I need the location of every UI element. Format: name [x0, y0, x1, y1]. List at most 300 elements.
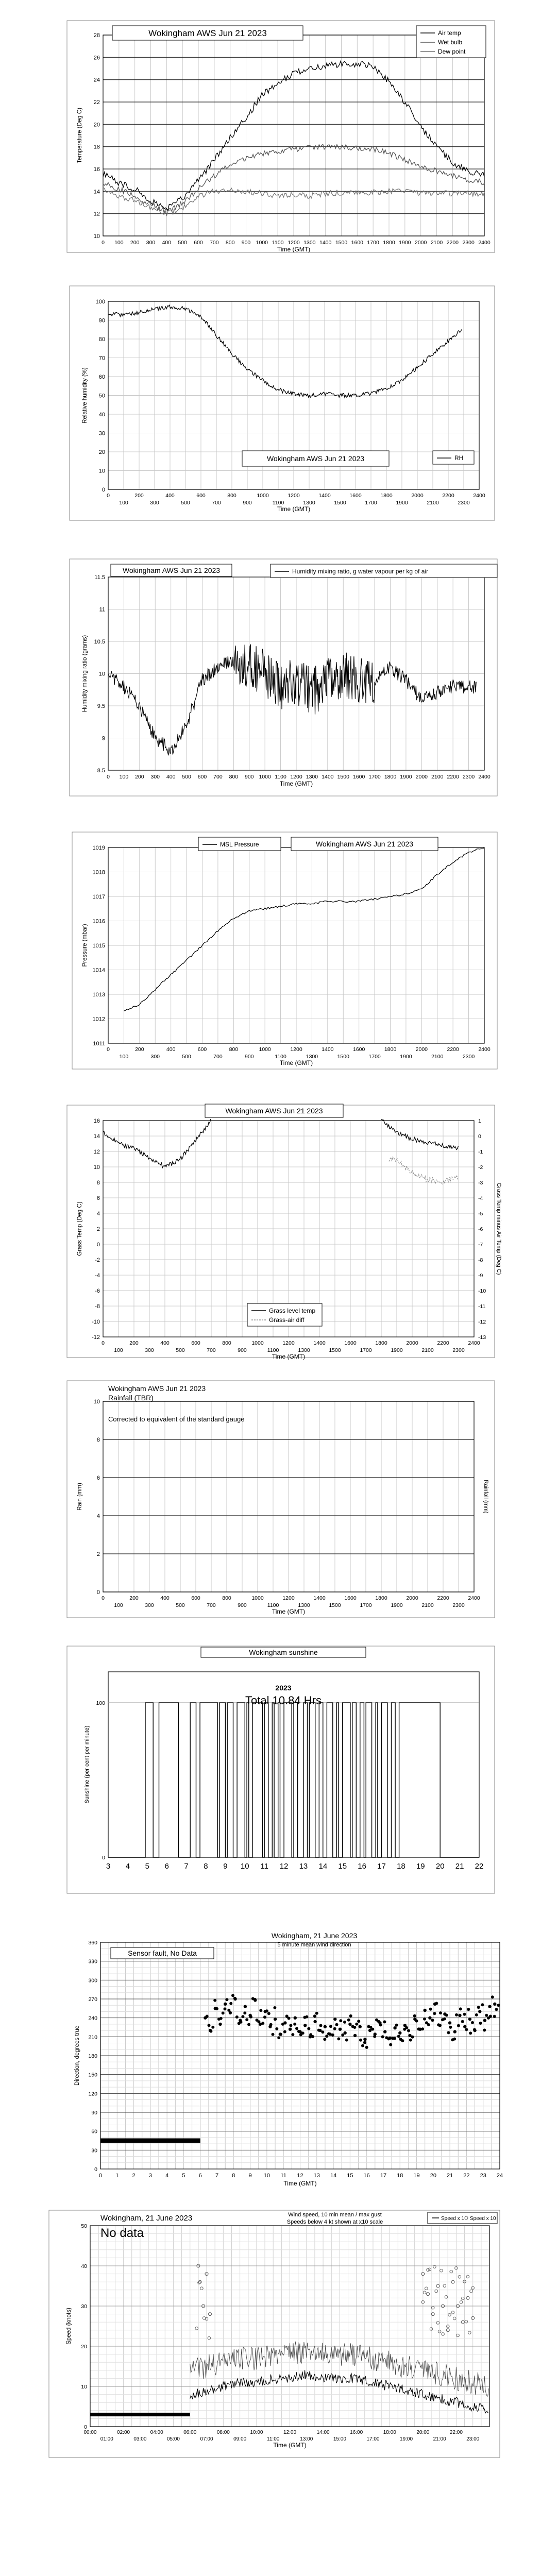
- x-tick-label: 1100: [275, 1054, 286, 1060]
- data-point: [289, 2028, 292, 2031]
- chart-frame: [70, 286, 495, 520]
- chart-annotation: Sensor fault, No Data: [128, 1949, 197, 1957]
- chart-year: 2023: [275, 1684, 292, 1692]
- y-tick-label: 12: [93, 1149, 100, 1155]
- y-tick-label: 40: [81, 2263, 87, 2269]
- x-tick-label: 1400: [322, 1046, 334, 1053]
- data-point: [273, 2006, 276, 2009]
- data-point: [409, 2039, 412, 2042]
- x-tick-label: 19: [413, 2173, 420, 2179]
- y-axis-label: Pressure (mbar): [82, 924, 88, 967]
- data-point: [325, 2035, 328, 2038]
- x-tick-label: 1900: [391, 1602, 403, 1608]
- data-point: [467, 2008, 470, 2011]
- chart-subtitle: 5 minute mean wind direction: [277, 1942, 351, 1948]
- data-point: [208, 2024, 211, 2027]
- y-axis-label: Rain (mm): [77, 1483, 83, 1511]
- data-point: [428, 2016, 431, 2020]
- data-point-speed-x10: [440, 2269, 443, 2272]
- x-tick-label: 700: [207, 1347, 216, 1353]
- data-point: [277, 2036, 280, 2039]
- x-tick-label: 2100: [427, 500, 439, 506]
- legend-label: Speed x 1: [441, 2216, 465, 2222]
- x-tick-label: 2200: [437, 1595, 449, 1601]
- x-tick-label: 1800: [375, 1595, 387, 1601]
- legend-box: [433, 451, 474, 464]
- data-point-speed-x10: [428, 2268, 431, 2271]
- y-axis-label: Relative humidity (%): [82, 367, 88, 423]
- data-point: [405, 2026, 408, 2029]
- data-point: [485, 2014, 488, 2017]
- x-tick-label: 700: [212, 500, 221, 506]
- y-right-tick-label: -6: [478, 1226, 483, 1232]
- x-tick-label: 100: [114, 240, 124, 246]
- x-tick-label: 1600: [351, 240, 364, 246]
- x-tick-label: 1800: [375, 1340, 387, 1346]
- y-tick-label: -8: [95, 1303, 100, 1310]
- data-point-speed-x10: [457, 2334, 460, 2337]
- x-tick-label: 1500: [337, 774, 349, 780]
- y-tick-label: 0: [102, 487, 105, 493]
- chart-frame: [67, 1646, 495, 1893]
- x-tick-label: 1000: [256, 240, 268, 246]
- data-point-speed-x10: [195, 2327, 198, 2330]
- humidity-chart-panel: [0, 281, 541, 523]
- data-point: [341, 2033, 344, 2037]
- series-line-rh: [108, 305, 462, 397]
- data-point: [333, 2018, 336, 2021]
- y-right-tick-label: -5: [478, 1211, 483, 1217]
- legend-label: Air temp: [438, 29, 461, 37]
- chart-subtitle: Rainfall (TBR): [108, 1394, 154, 1402]
- x-tick-label: 0: [107, 774, 110, 780]
- x-tick-label: 200: [135, 774, 144, 780]
- data-point-speed-x10: [200, 2287, 204, 2290]
- x-tick-label: 1000: [251, 1340, 264, 1346]
- data-point: [407, 2029, 410, 2032]
- x-tick-label: 9: [223, 1862, 228, 1871]
- y-right-tick-label: 1: [478, 1118, 481, 1124]
- x-tick-label: 12: [297, 2173, 303, 2179]
- x-tick-label: 2300: [462, 1054, 475, 1060]
- data-point: [347, 2019, 350, 2022]
- x-tick-label: 22:00: [449, 2430, 463, 2435]
- x-tick-label: 1200: [288, 240, 300, 246]
- y-tick-label: -12: [92, 1334, 100, 1341]
- x-tick-label: 17:00: [366, 2436, 380, 2442]
- data-point: [267, 2012, 270, 2015]
- y-tick-label: 1017: [92, 894, 105, 900]
- x-tick-label: 700: [207, 1602, 216, 1608]
- y-tick-label: 10: [93, 1164, 100, 1171]
- data-point: [215, 2007, 218, 2010]
- x-tick-label: 02:00: [117, 2430, 130, 2435]
- data-point: [495, 2008, 498, 2011]
- data-point: [224, 2003, 227, 2006]
- chart-title: Wokingham AWS Jun 21 2023: [122, 566, 221, 575]
- x-tick-label: 1000: [259, 1046, 271, 1053]
- data-point: [219, 2017, 223, 2020]
- data-point: [488, 2005, 491, 2008]
- y-tick-label: 120: [88, 2091, 97, 2097]
- chart-frame: [72, 832, 497, 1069]
- x-tick-label: 2100: [421, 1602, 434, 1608]
- data-point: [224, 2007, 227, 2010]
- x-tick-label: 2400: [478, 1046, 491, 1053]
- data-point: [363, 2038, 366, 2041]
- y-tick-label: 4: [96, 1513, 100, 1519]
- data-point: [331, 2033, 334, 2037]
- x-tick-label: 2200: [442, 493, 454, 499]
- x-tick-label: 10:00: [250, 2430, 263, 2435]
- y-axis-label: Sunshine (per cent per minute): [84, 1725, 90, 1804]
- data-point: [209, 2030, 212, 2033]
- y-tick-label: 1015: [92, 943, 105, 949]
- data-point: [241, 2015, 244, 2018]
- x-tick-label: 0: [98, 2173, 103, 2179]
- x-tick-label: 5: [145, 1862, 149, 1871]
- y-right-tick-label: -13: [478, 1334, 486, 1341]
- data-point: [453, 2030, 457, 2033]
- data-point: [245, 2018, 248, 2021]
- x-tick-label: 1500: [329, 1602, 341, 1608]
- x-tick-label: 0: [102, 1595, 105, 1601]
- x-tick-label: 2000: [406, 1595, 418, 1601]
- data-point: [359, 2039, 362, 2042]
- data-point: [313, 2020, 316, 2023]
- data-point: [311, 2035, 314, 2038]
- data-point-speed-x10: [436, 2321, 439, 2325]
- data-point: [233, 1997, 236, 2000]
- x-tick-label: 400: [166, 1046, 176, 1053]
- chart-title: Wokingham, 21 June 2023: [271, 1931, 358, 1940]
- x-tick-label: 1200: [288, 493, 300, 499]
- x-tick-label: 900: [238, 1347, 247, 1353]
- x-axis-label: Time (GMT): [283, 2180, 317, 2187]
- x-tick-label: 1700: [360, 1602, 372, 1608]
- data-point: [343, 2021, 346, 2024]
- x-tick-label: 800: [229, 1046, 239, 1053]
- data-point: [244, 2005, 247, 2008]
- x-tick-label: 21: [455, 1862, 464, 1871]
- y-tick-label: 26: [93, 55, 100, 61]
- data-point: [478, 2010, 481, 2013]
- data-point: [468, 2018, 471, 2021]
- chart-subtitle-2: Speeds below 4 kt shown at x10 scale: [286, 2219, 383, 2225]
- x-tick-label: 6: [164, 1862, 169, 1871]
- x-tick-label: 1200: [290, 774, 302, 780]
- x-tick-label: 23:00: [466, 2436, 480, 2442]
- x-tick-label: 1600: [352, 774, 365, 780]
- y-tick-label: 0: [96, 1242, 100, 1248]
- x-tick-label: 16: [363, 2173, 370, 2179]
- y-tick-label: 11.5: [94, 574, 105, 581]
- x-tick-label: 2100: [431, 1054, 444, 1060]
- y-tick-label: 0: [94, 2166, 97, 2173]
- data-point: [471, 2021, 474, 2024]
- y-tick-label: 14: [93, 1133, 100, 1140]
- y-tick-label: 90: [98, 317, 105, 324]
- series-line-gust: [190, 2342, 489, 2396]
- x-tick-label: 1000: [251, 1595, 264, 1601]
- y-right-tick-label: -8: [478, 1257, 483, 1263]
- x-tick-label: 2300: [452, 1347, 465, 1353]
- x-tick-label: 900: [238, 1602, 247, 1608]
- data-point: [363, 2041, 366, 2044]
- data-point: [383, 2030, 386, 2033]
- data-point: [339, 2028, 342, 2031]
- x-tick-label: 1800: [383, 240, 395, 246]
- data-point: [222, 2011, 225, 2014]
- wind-direction-chart: [0, 1927, 541, 2195]
- x-tick-label: 800: [227, 493, 236, 499]
- y-tick-label: 30: [81, 2303, 87, 2310]
- x-tick-label: 600: [191, 1340, 200, 1346]
- y-tick-label: -2: [95, 1257, 100, 1263]
- x-axis-label: Time (GMT): [279, 780, 313, 787]
- data-point: [353, 2026, 356, 2029]
- data-point-speed-x10: [443, 2284, 446, 2287]
- y-tick-label: 100: [96, 1700, 105, 1706]
- x-tick-label: 2000: [415, 1046, 428, 1053]
- x-tick-label: 15: [347, 2173, 353, 2179]
- x-tick-label: 900: [244, 774, 254, 780]
- data-point: [379, 2023, 382, 2026]
- y-tick-label: 0: [96, 1589, 100, 1596]
- y-right-tick-label: -2: [478, 1164, 483, 1171]
- data-point: [493, 2003, 496, 2006]
- x-tick-label: 16:00: [350, 2430, 363, 2435]
- y-tick-label: 2: [96, 1226, 100, 1232]
- data-point: [439, 2011, 442, 2014]
- x-tick-label: 4: [125, 1862, 130, 1871]
- x-tick-label: 2200: [447, 1046, 459, 1053]
- y-tick-label: 1011: [93, 1041, 105, 1047]
- x-tick-label: 800: [225, 240, 235, 246]
- x-tick-label: 1000: [257, 493, 269, 499]
- data-point: [415, 2020, 418, 2023]
- data-point: [381, 2035, 384, 2038]
- data-point: [455, 2013, 458, 2016]
- x-tick-label: 1100: [267, 1347, 279, 1353]
- data-point: [291, 2033, 294, 2036]
- series-line-grass-temp-morning: [103, 1119, 211, 1167]
- data-point-speed-x10: [431, 2306, 434, 2309]
- x-tick-label: 2400: [473, 493, 485, 499]
- chart-annotation: No data: [100, 2226, 144, 2240]
- x-tick-label: 2300: [462, 240, 475, 246]
- x-axis-label: Time (GMT): [273, 2442, 307, 2449]
- y-tick-label: 360: [88, 1940, 97, 1946]
- temperature-chart-panel: [0, 15, 541, 258]
- data-point: [465, 2028, 468, 2031]
- series-line-grass-temp-evening: [381, 1119, 458, 1149]
- data-point: [274, 2018, 277, 2021]
- x-tick-label: 500: [176, 1602, 185, 1608]
- sunshine-chart: [0, 1641, 541, 1899]
- data-point: [479, 2022, 482, 2025]
- x-tick-label: 400: [160, 1595, 170, 1601]
- data-point: [447, 2031, 450, 2034]
- y-tick-label: 30: [98, 430, 105, 437]
- data-point-speed-x10: [466, 2275, 469, 2278]
- x-tick-label: 1800: [380, 493, 393, 499]
- y-tick-label: 24: [93, 77, 100, 83]
- x-tick-label: 1100: [272, 240, 284, 246]
- data-point: [461, 2020, 464, 2023]
- data-point: [317, 2029, 320, 2032]
- y-tick-label: 1018: [92, 869, 105, 876]
- data-point: [337, 2037, 340, 2040]
- data-point: [339, 2019, 342, 2022]
- data-point: [327, 2032, 330, 2036]
- pressure-chart-panel: [0, 827, 541, 1074]
- x-tick-label: 1200: [282, 1340, 295, 1346]
- data-point: [229, 2002, 232, 2005]
- data-point: [449, 2026, 452, 2029]
- x-tick-label: 18: [397, 2173, 403, 2179]
- y-tick-label: 90: [91, 2110, 97, 2116]
- x-tick-label: 1900: [391, 1347, 403, 1353]
- data-point: [361, 2044, 364, 2047]
- data-point: [477, 2006, 480, 2009]
- x-tick-label: 600: [197, 774, 207, 780]
- data-point: [349, 2014, 352, 2018]
- data-point-speed-x10: [462, 2297, 465, 2300]
- x-tick-label: 1900: [400, 774, 412, 780]
- data-point-speed-x10: [451, 2311, 454, 2314]
- x-tick-label: 100: [119, 500, 128, 506]
- data-point: [493, 2015, 496, 2018]
- x-tick-label: 600: [191, 1595, 200, 1601]
- data-point: [315, 2012, 318, 2015]
- data-point: [305, 2015, 308, 2019]
- y-tick-label: 11: [99, 606, 105, 613]
- x-tick-label: 1300: [303, 240, 316, 246]
- x-tick-label: 400: [166, 774, 176, 780]
- data-point: [395, 2024, 398, 2027]
- x-tick-label: 7: [215, 2173, 219, 2179]
- x-tick-label: 1500: [334, 500, 346, 506]
- x-tick-label: 07:00: [200, 2436, 213, 2442]
- series-line-mixing-ratio: [108, 645, 476, 756]
- wind-speed-chart: [0, 2205, 541, 2463]
- x-tick-label: 600: [197, 1046, 207, 1053]
- x-tick-label: 1200: [282, 1595, 295, 1601]
- x-tick-label: 200: [129, 1340, 139, 1346]
- data-point: [429, 2008, 432, 2011]
- x-tick-label: 19:00: [400, 2436, 413, 2442]
- y-tick-label: 22: [93, 99, 100, 106]
- data-point: [393, 2026, 396, 2029]
- x-tick-label: 1400: [313, 1340, 326, 1346]
- data-point: [253, 1998, 257, 2001]
- x-tick-label: 300: [150, 774, 160, 780]
- x-axis-label: Time (GMT): [279, 1059, 313, 1066]
- x-tick-label: 5: [182, 2173, 185, 2179]
- y-right-tick-label: -9: [478, 1273, 483, 1279]
- x-tick-label: 1800: [384, 1046, 397, 1053]
- y-tick-label: 1019: [92, 845, 105, 851]
- y-tick-label: -10: [92, 1319, 100, 1325]
- x-tick-label: 1300: [298, 1602, 310, 1608]
- chart-title: Wokingham AWS Jun 21 2023: [108, 1384, 206, 1393]
- x-tick-label: 8: [204, 1862, 208, 1871]
- data-point: [443, 2018, 446, 2021]
- x-tick-label: 600: [194, 240, 203, 246]
- y-tick-label: 10: [98, 671, 105, 677]
- x-tick-label: 05:00: [166, 2436, 180, 2442]
- x-tick-label: 7: [184, 1862, 189, 1871]
- data-point: [227, 2009, 230, 2012]
- x-tick-label: 04:00: [150, 2430, 163, 2435]
- x-tick-label: 13: [313, 2173, 320, 2179]
- x-tick-label: 500: [178, 240, 187, 246]
- y-tick-label: 4: [96, 1211, 100, 1217]
- x-tick-label: 1100: [275, 774, 286, 780]
- y-tick-label: 10: [98, 468, 105, 474]
- data-point: [353, 2034, 357, 2037]
- x-tick-label: 8: [232, 2173, 235, 2179]
- legend-label: Grass-air diff: [269, 1316, 305, 1324]
- y-tick-label: 9.5: [97, 703, 105, 709]
- y-tick-label: 2: [96, 1551, 100, 1557]
- x-tick-label: 10: [240, 1862, 249, 1871]
- data-point: [259, 2009, 262, 2012]
- x-tick-label: 22: [475, 1862, 484, 1871]
- x-tick-label: 14: [318, 1862, 328, 1871]
- x-tick-label: 08:00: [216, 2430, 230, 2435]
- x-tick-label: 0: [102, 240, 105, 246]
- y-tick-label: 0: [102, 1855, 105, 1861]
- x-tick-label: 300: [150, 500, 159, 506]
- y-axis-label: Speed (knots): [66, 2308, 72, 2345]
- rainfall-chart-panel: [0, 1376, 541, 1628]
- x-tick-label: 3: [148, 2173, 152, 2179]
- x-tick-label: 300: [146, 240, 156, 246]
- x-tick-label: 1000: [259, 774, 271, 780]
- chart-title: Wokingham AWS Jun 21 2023: [148, 28, 267, 39]
- data-point: [289, 2024, 292, 2027]
- data-point: [313, 2014, 316, 2018]
- x-tick-label: 200: [134, 493, 144, 499]
- x-tick-label: 19: [416, 1862, 425, 1871]
- data-point: [423, 2018, 426, 2021]
- x-tick-label: 1300: [303, 500, 315, 506]
- x-tick-label: 18: [397, 1862, 405, 1871]
- x-tick-label: 11: [260, 1862, 268, 1871]
- mixing-ratio-chart-panel: [0, 554, 541, 801]
- data-point: [301, 2031, 305, 2035]
- data-point: [435, 2002, 438, 2005]
- x-tick-label: 700: [213, 1054, 223, 1060]
- data-point: [459, 2007, 462, 2010]
- x-tick-label: 1400: [318, 493, 331, 499]
- data-point: [355, 2023, 358, 2026]
- y-tick-label: 270: [88, 1996, 97, 2003]
- x-tick-label: 2400: [478, 240, 491, 246]
- data-point: [333, 2027, 336, 2030]
- y-right-tick-label: -1: [478, 1149, 483, 1155]
- y-tick-label: 10: [81, 2384, 87, 2390]
- y-axis-label: Grass Temp (Deg C): [77, 1201, 83, 1256]
- x-tick-label: 500: [181, 500, 190, 506]
- x-tick-label: 200: [129, 1595, 139, 1601]
- x-axis-label: Time (GMT): [272, 1353, 306, 1360]
- x-tick-label: 1800: [384, 774, 397, 780]
- data-point-speed-x10: [453, 2317, 456, 2320]
- y-tick-label: 80: [98, 336, 105, 343]
